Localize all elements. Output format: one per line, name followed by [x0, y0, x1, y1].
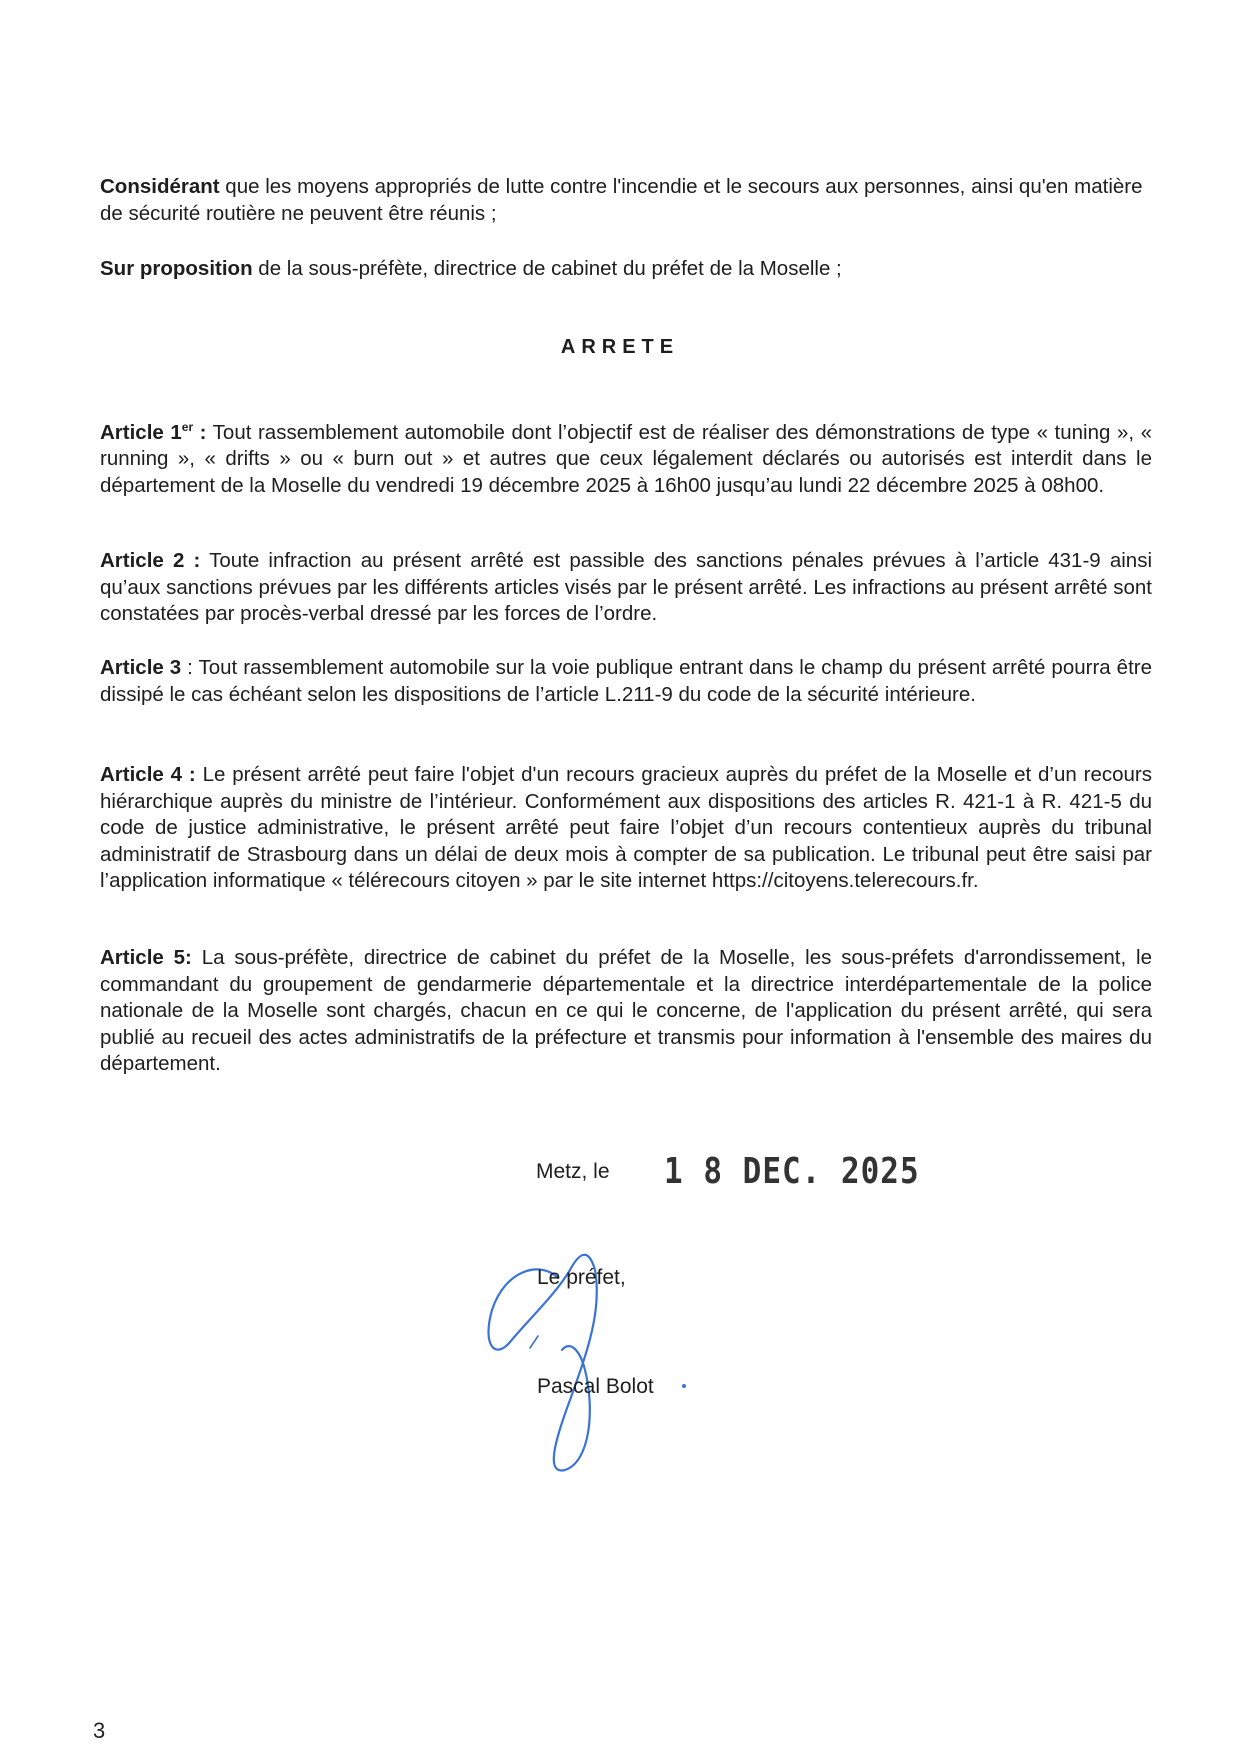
signatory-title: Le préfet, — [537, 1266, 626, 1289]
article-5-label: Article 5: — [100, 946, 192, 969]
proposal-text: de la sous-préfète, directrice de cabinet du préfet de la Moselle ; — [252, 257, 842, 280]
article-5-text: La sous-préfète, directrice de cabinet du préfet de la Moselle, les sous-préfets d'arrondissement, le commandant du groupement de gendarmerie départementale et la directrice interdépartementale de la police nationale de la Moselle sont chargés, chacun en ce qui le concerne, de l'application du présent arrêté, qui sera publié au recueil des actes administratifs de la préfecture et transmis pour information à l'ensemble des maires du département. — [100, 946, 1152, 1075]
article-2-label: Article 2 : — [100, 549, 201, 572]
article-4 — [100, 762, 1152, 895]
decree-title: ARRETE — [560, 336, 680, 358]
article-1 — [100, 414, 1152, 499]
page-number: 3 — [93, 1718, 106, 1743]
date-stamp: 1 8 DEC. 2025 — [664, 1151, 920, 1193]
article-1-label: Article 1er : — [100, 420, 207, 444]
proposal-paragraph — [100, 256, 1152, 283]
proposal-lead: Sur proposition — [100, 257, 253, 280]
article-3 — [100, 655, 1152, 708]
article-5 — [100, 945, 1152, 1078]
article-3-text: : Tout rassemblement automobile sur la voie publique entrant dans le champ du présent arrêté pourra être dissipé le cas échéant selon les dispositions de l’article L.211-9 du code de la sécurité intérieure. — [100, 656, 1152, 706]
article-3-label: Article 3 — [100, 656, 182, 679]
considering-lead: Considérant — [100, 175, 220, 198]
article-4-label: Article 4 : — [100, 763, 196, 786]
considering-paragraph — [100, 174, 1152, 227]
article-1-text: Tout rassemblement automobile dont l’objectif est de réaliser des démonstrations de type « tuning », « running », « drifts » ou « burn out » et autres que ceux légalement déclarés ou autorisés est interdit dans le département de la Moselle du vendredi 19 décembre 2025 à 16h00 jusqu’au lundi 22 décembre 2025 à 08h00. — [100, 420, 1152, 497]
article-2 — [100, 548, 1152, 628]
article-4-text: Le présent arrêté peut faire l'objet d'un recours gracieux auprès du préfet de la Moselle et d’un recours hiérarchique auprès du ministre de l’intérieur. Conformément aux dispositions des articles R. 421-1 à R. 421-5 du code de justice administrative, le présent arrêté peut faire l’objet d’un recours contentieux auprès du tribunal administratif de Strasbourg dans un délai de deux mois à compter de sa publication. Le tribunal peut être saisi par l’application informatique « télérecours citoyen » par le site internet https://citoyens.telerecours.fr. — [100, 763, 1152, 892]
ink-dot — [682, 1384, 686, 1388]
considering-text: que les moyens appropriés de lutte contre l'incendie et le secours aux personnes, ainsi qu'en matière de sécurité routière ne peuvent être réunis ; — [100, 175, 1143, 225]
signatory-name: Pascal Bolot — [537, 1375, 654, 1398]
article-2-text: Toute infraction au présent arrêté est passible des sanctions pénales prévues à l’article 431-9 ainsi qu’aux sanctions prévues par les différents articles visés par le présent arrêté. Les infractions au présent arrêté sont constatées par procès-verbal dressé par les forces de l’ordre. — [100, 549, 1152, 625]
place-label: Metz, le — [536, 1160, 610, 1183]
